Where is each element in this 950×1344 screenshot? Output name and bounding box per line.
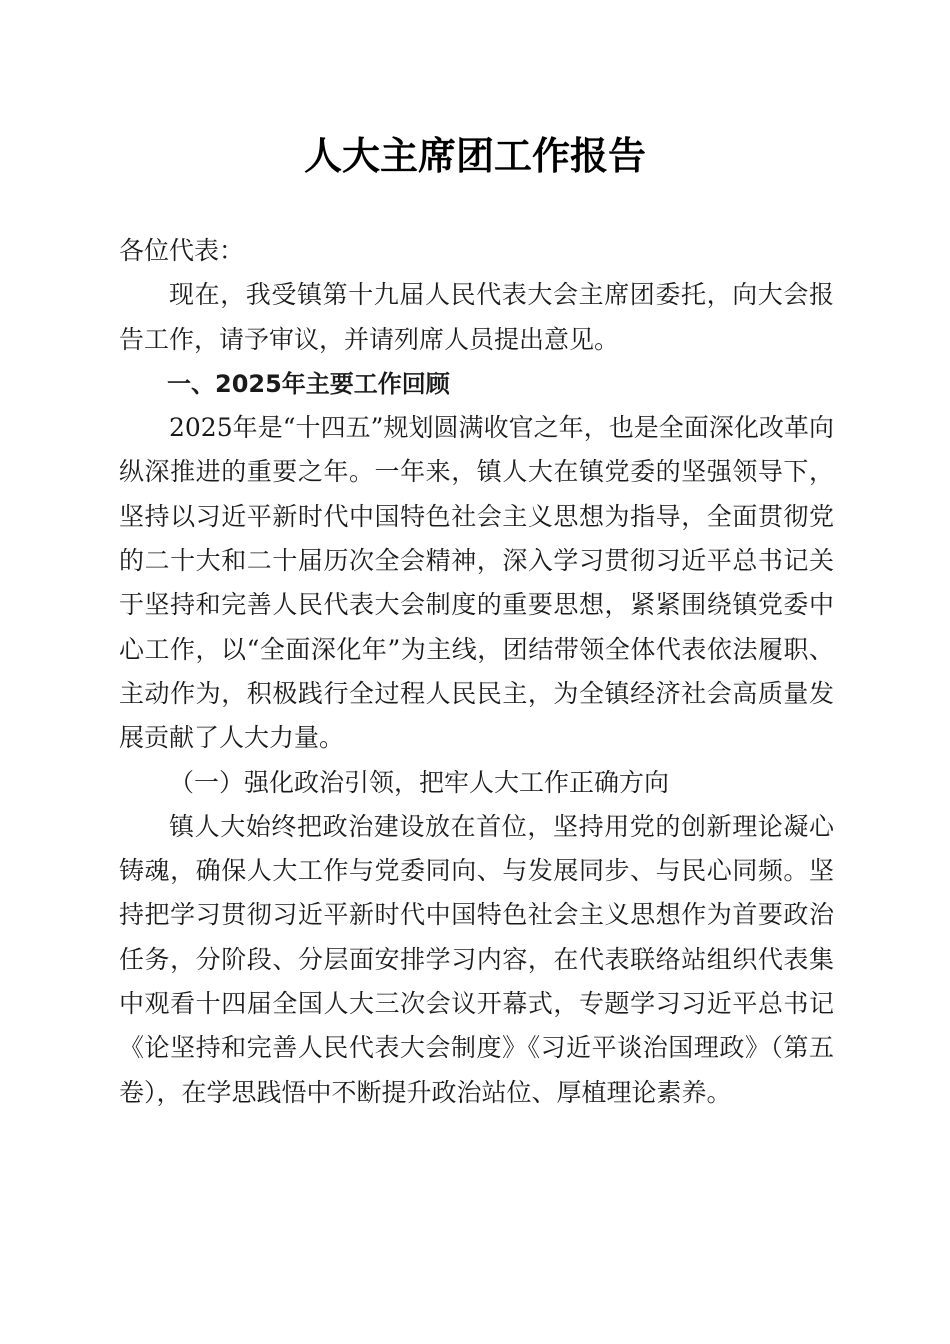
subsection-paragraph: 镇人大始终把政治建设放在首位，坚持用党的创新理论凝心铸魂，确保人大工作与党委同向、与发展同步、与民心同频。坚持把学习贯彻习近平新时代中国特色社会主义思想作为首要政治任务，分阶段、分层面安排学习内容，在代表联络站组织代表集中观看十四届全国人大三次会议开幕式，专题学习习近平总书记《论坚持和完善人民代表大会制度》《习近平谈治国理政》（第五卷），在学思践悟中不断提升政治站位、厚植理论素养。 bbox=[119, 811, 834, 1107]
section-heading: 一、2025年主要工作回顾 bbox=[167, 369, 450, 398]
salutation: 各位代表： bbox=[119, 236, 245, 265]
subsection-heading: （一）强化政治引领，把牢人大工作正确方向 bbox=[169, 767, 670, 797]
document-body bbox=[119, 229, 834, 1115]
section-paragraph: 2025年是“十四五”规划圆满收官之年，也是全面深化改革向纵深推进的重要之年。一年来，镇人大在镇党委的坚强领导下，坚持以习近平新时代中国特色社会主义思想为指导，全面贯彻党的二十大和二十届历次全会精神，深入学习贯彻习近平总书记关于坚持和完善人民代表大会制度的重要思想，紧紧围绕镇党委中心工作，以“全面深化年”为主线，团结带领全体代表依法履职、主动作为，积极践行全过程人民民主，为全镇经济社会高质量发展贡献了人大力量。 bbox=[119, 413, 834, 753]
document-title: 人大主席团工作报告 bbox=[303, 133, 646, 178]
intro-paragraph: 现在，我受镇第十九届人民代表大会主席团委托，向大会报告工作，请予审议，并请列席人员提出意见。 bbox=[119, 280, 834, 354]
